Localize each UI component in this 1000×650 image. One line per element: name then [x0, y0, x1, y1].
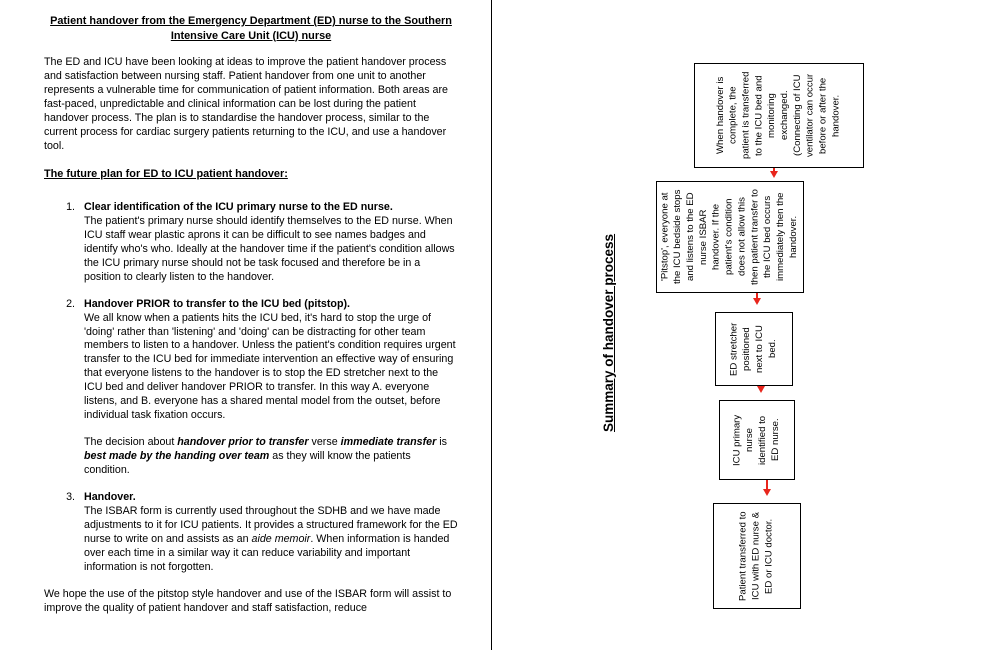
list-item-3-text-part1: The ISBAR form is currently used throughout the SDHB and we have made adjustments to it for ICU patients. It provides a structured framework for the ED nurse to write on and assists as an — [84, 505, 458, 545]
document-text-body — [44, 14, 458, 616]
flow-box-pitstop: 'Pitstop', everyone at the ICU bedside stops and listens to the ED nurse ISBAR handover. If the patient's condition does not allow this then patient transfer to the ICU bed occurs immediately then the handover. — [656, 181, 804, 293]
intro-paragraph: The ED and ICU have been looking at ideas to improve the patient handover process and satisfaction between nursing staff. Patient handover from one unit to another represents a vulnerable time for communication of patient information. Both areas are fast-paced, unpredictable and clinical information can be lost during the patient handover process. The plan is to standardise the handover process, similar to the current process for cardiac surgery patients returning to the ICU, and use a handover tool. — [44, 56, 448, 152]
closing-paragraph: We hope the use of the pitstop style handover and use of the ISBAR form will assist to improve the quality of patient handover and staff satisfaction, reduce — [44, 587, 452, 614]
flow-box-handover-complete: When handover is complete, the patient is transferred to the ICU bed and monitoring exchanged. (Connecting of ICU ventilator can occur before or after the handover. — [694, 63, 864, 168]
list-item-2 — [78, 298, 458, 478]
decision-note-bold3: best made by the handing over team — [84, 450, 270, 463]
page-title: Patient handover from the Emergency Department (ED) nurse to the Southern Intensive Care Unit (ICU) nurse — [50, 15, 452, 42]
list-item-1-heading: 1. Clear identification of the ICU primary nurse to the ED nurse. — [84, 200, 393, 213]
decision-note-part1: The decision about — [84, 436, 178, 449]
decision-note-part3: is — [436, 436, 447, 449]
flow-box-ed-stretcher: ED stretcher positioned next to ICU bed. — [715, 312, 793, 386]
list-item-2-text: We all know when a patients hits the ICU bed, it's hard to stop the urge of 'doing' rather than 'listening' and 'doing' can be distracting for other team members to listen to a handover. Unless the patient's condition requires urgent transfer to the ICU bed for immediate intervention an effective way of ensuring that everyone listens to the handover is to stop the ED stretcher next to the ICU bed and deliver handover PRIOR to transfer. In this way A. everyone listens, and B. everyone has a shared mental model from the outset, before individual task fixation occurs. — [84, 311, 456, 422]
diagram-title: Summary of handover process — [601, 233, 616, 432]
list-item-3-heading: 3. Handover. — [84, 491, 136, 504]
document-page-left — [0, 0, 492, 650]
list-item-1-text: The patient's primary nurse should identify themselves to the ED nurse. When ICU staff wear plastic aprons it can be difficult to see names badges and identify who's who. Ideally at the handover time if the patient's condition allows the ICU primary nurse should not be task focused and therefore be in a position to clearly listen to the handover. — [84, 214, 455, 283]
arrow-head-icon — [763, 489, 771, 496]
numbered-list — [44, 201, 458, 575]
decision-note-bold2: immediate transfer — [340, 436, 437, 449]
arrow-head-icon — [753, 298, 761, 305]
list-item-3-text-part2: . When information is handed over each time in a similar way it can reduce variability and important information is not forgotten. — [84, 532, 450, 573]
list-item-3-text-italic: aide memoir — [251, 532, 311, 545]
decision-note-part4: as they will know the patients condition. — [84, 450, 411, 477]
flow-box-icu-primary-nurse: ICU primary nurse identified to ED nurse. — [719, 400, 795, 480]
decision-note-part2: verse — [308, 436, 341, 449]
section-heading: The future plan for ED to ICU patient handover: — [44, 167, 288, 180]
list-item-3-text — [84, 505, 458, 575]
arrow-head-icon — [757, 386, 765, 393]
decision-note-bold1: handover prior to transfer — [177, 436, 309, 449]
flow-box-patient-transferred: Patient transferred to ICU with ED nurse & ED or ICU doctor. — [713, 503, 801, 609]
list-item-2-heading: 2. Handover PRIOR to transfer to the ICU bed (pitstop). — [84, 297, 351, 310]
decision-note — [84, 436, 458, 478]
arrow-head-icon — [770, 171, 778, 178]
list-item-1 — [78, 201, 458, 285]
diagram-page-right — [493, 0, 1000, 650]
list-item-3 — [78, 491, 458, 575]
